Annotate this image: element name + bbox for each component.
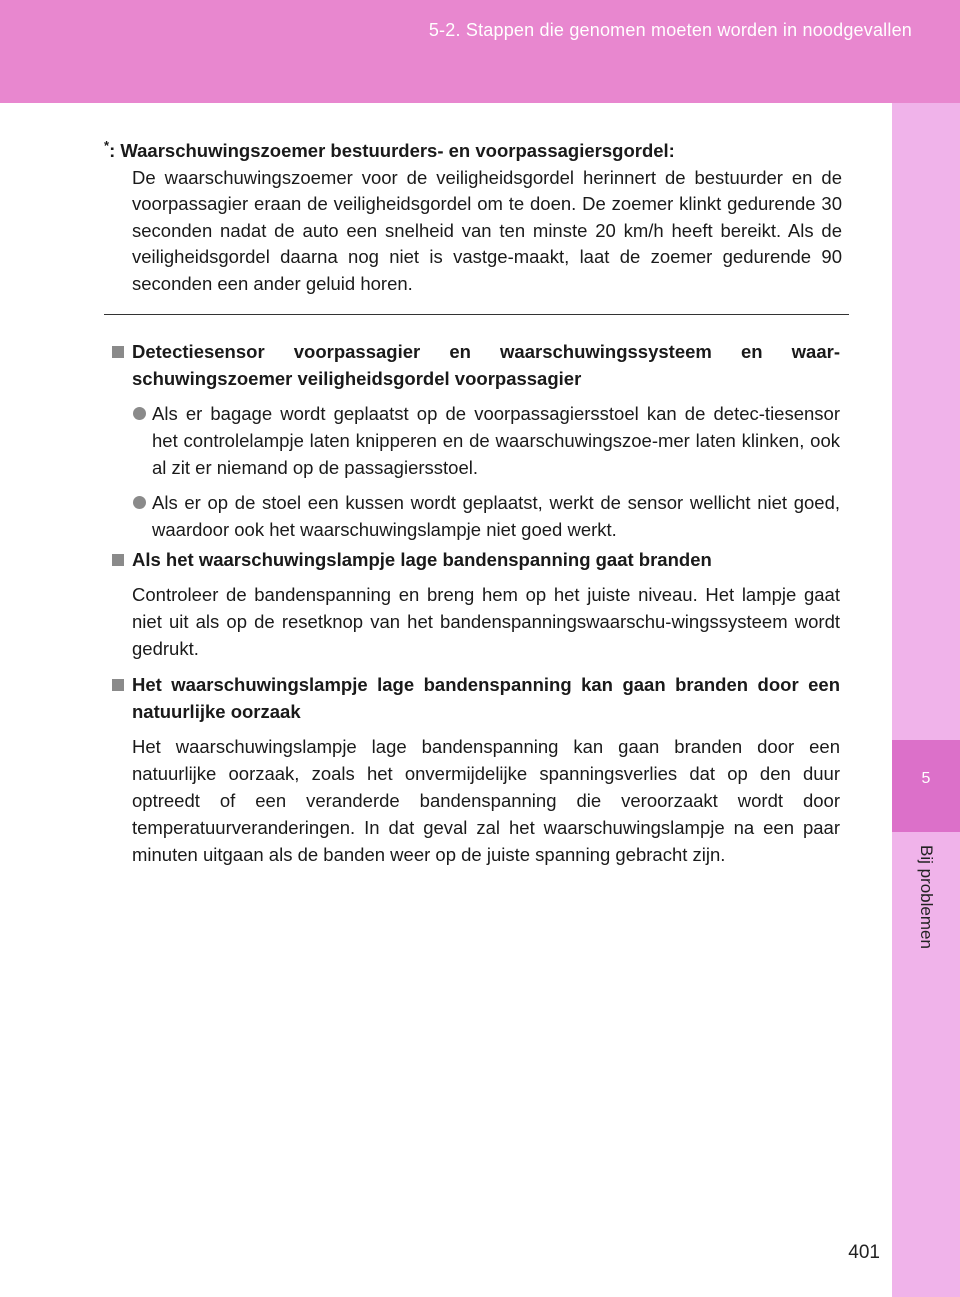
list-item-text: Als er op de stoel een kussen wordt geplaatst, werkt de sensor wellicht niet goed, waardoor ook het waarschuwingslampje niet goed werkt. [152,492,840,540]
footnote-marker: * [104,137,110,153]
side-tab [892,103,960,1297]
list-item [112,400,840,481]
circle-bullet-icon [133,407,146,420]
footnote-body: De waarschuwingszoemer voor de veiligheidsgordel herinnert de bestuurder en de voorpassagier eraan de veiligheidsgordel om te doen. De zoemer klinkt gedurende 30 seconden nadat de auto een snelheid van ten minste 20 km/h heeft bereikt. Als de veiligheidsgordel daarna nog niet is vastge-maakt, laat de zoemer gedurende 90 seconden een ander geluid horen. [132,166,842,294]
section-heading [112,671,840,725]
section-heading [112,546,840,573]
section-heading-text: Als het waarschuwingslampje lage bandenspanning gaat branden [132,549,712,570]
chapter-number: 5 [921,770,931,787]
list-item-text: Als er bagage wordt geplaatst op de voorpassagiersstoel kan de detec-tiesensor het controlelampje laten knipperen en de waarschuwingszoe-mer laten klinken, ook al zit er niemand op de passagiersstoel. [152,403,840,478]
page-number: 401 [848,1242,880,1263]
header-bar [0,0,960,103]
section-passenger-sensor [112,338,840,543]
section-heading-text: Het waarschuwingslampje lage bandenspanning kan gaan branden door een natuurlijke oorzaak [132,674,840,722]
footnote-title-text: : Waarschuwingszoemer bestuurders- en voorpassagiersgordel: [109,140,675,161]
chapter-label: Bij problemen [917,845,936,949]
square-bullet-icon [112,554,124,566]
section-heading-text: Detectiesensor voorpassagier en waarschuwingssysteem en waar-schuwingszoemer veiligheidsgordel voorpassagier [132,341,840,389]
section-natural-cause [112,671,840,868]
circle-bullet-icon [133,496,146,509]
section-heading [112,338,840,392]
header-title: 5-2. Stappen die genomen moeten worden in noodgevallen [428,20,912,40]
section-body: Controleer de bandenspanning en breng hem op het juiste niveau. Het lampje gaat niet uit als op de resetknop van het bandenspanningswaarschu-wingssysteem wordt gedrukt. [132,584,840,659]
square-bullet-icon [112,679,124,691]
section-body: Het waarschuwingslampje lage bandenspanning kan gaan branden door een natuurlijke oorzaak, zoals het onvermijdelijke spanningsverlies dat op den duur optreedt of een veranderde bandenspanning die veroorzaakt wordt door temperatuurveranderingen. In dat geval zal het waarschuwingslampje na een paar minuten uitgaan als de banden weer op de juiste spanning gebracht zijn. [132,736,840,865]
square-bullet-icon [112,346,124,358]
divider [104,314,849,315]
section-tire-pressure-light [112,546,840,662]
list-item [112,489,840,543]
footnote-title [104,138,842,165]
footnote [104,138,842,298]
